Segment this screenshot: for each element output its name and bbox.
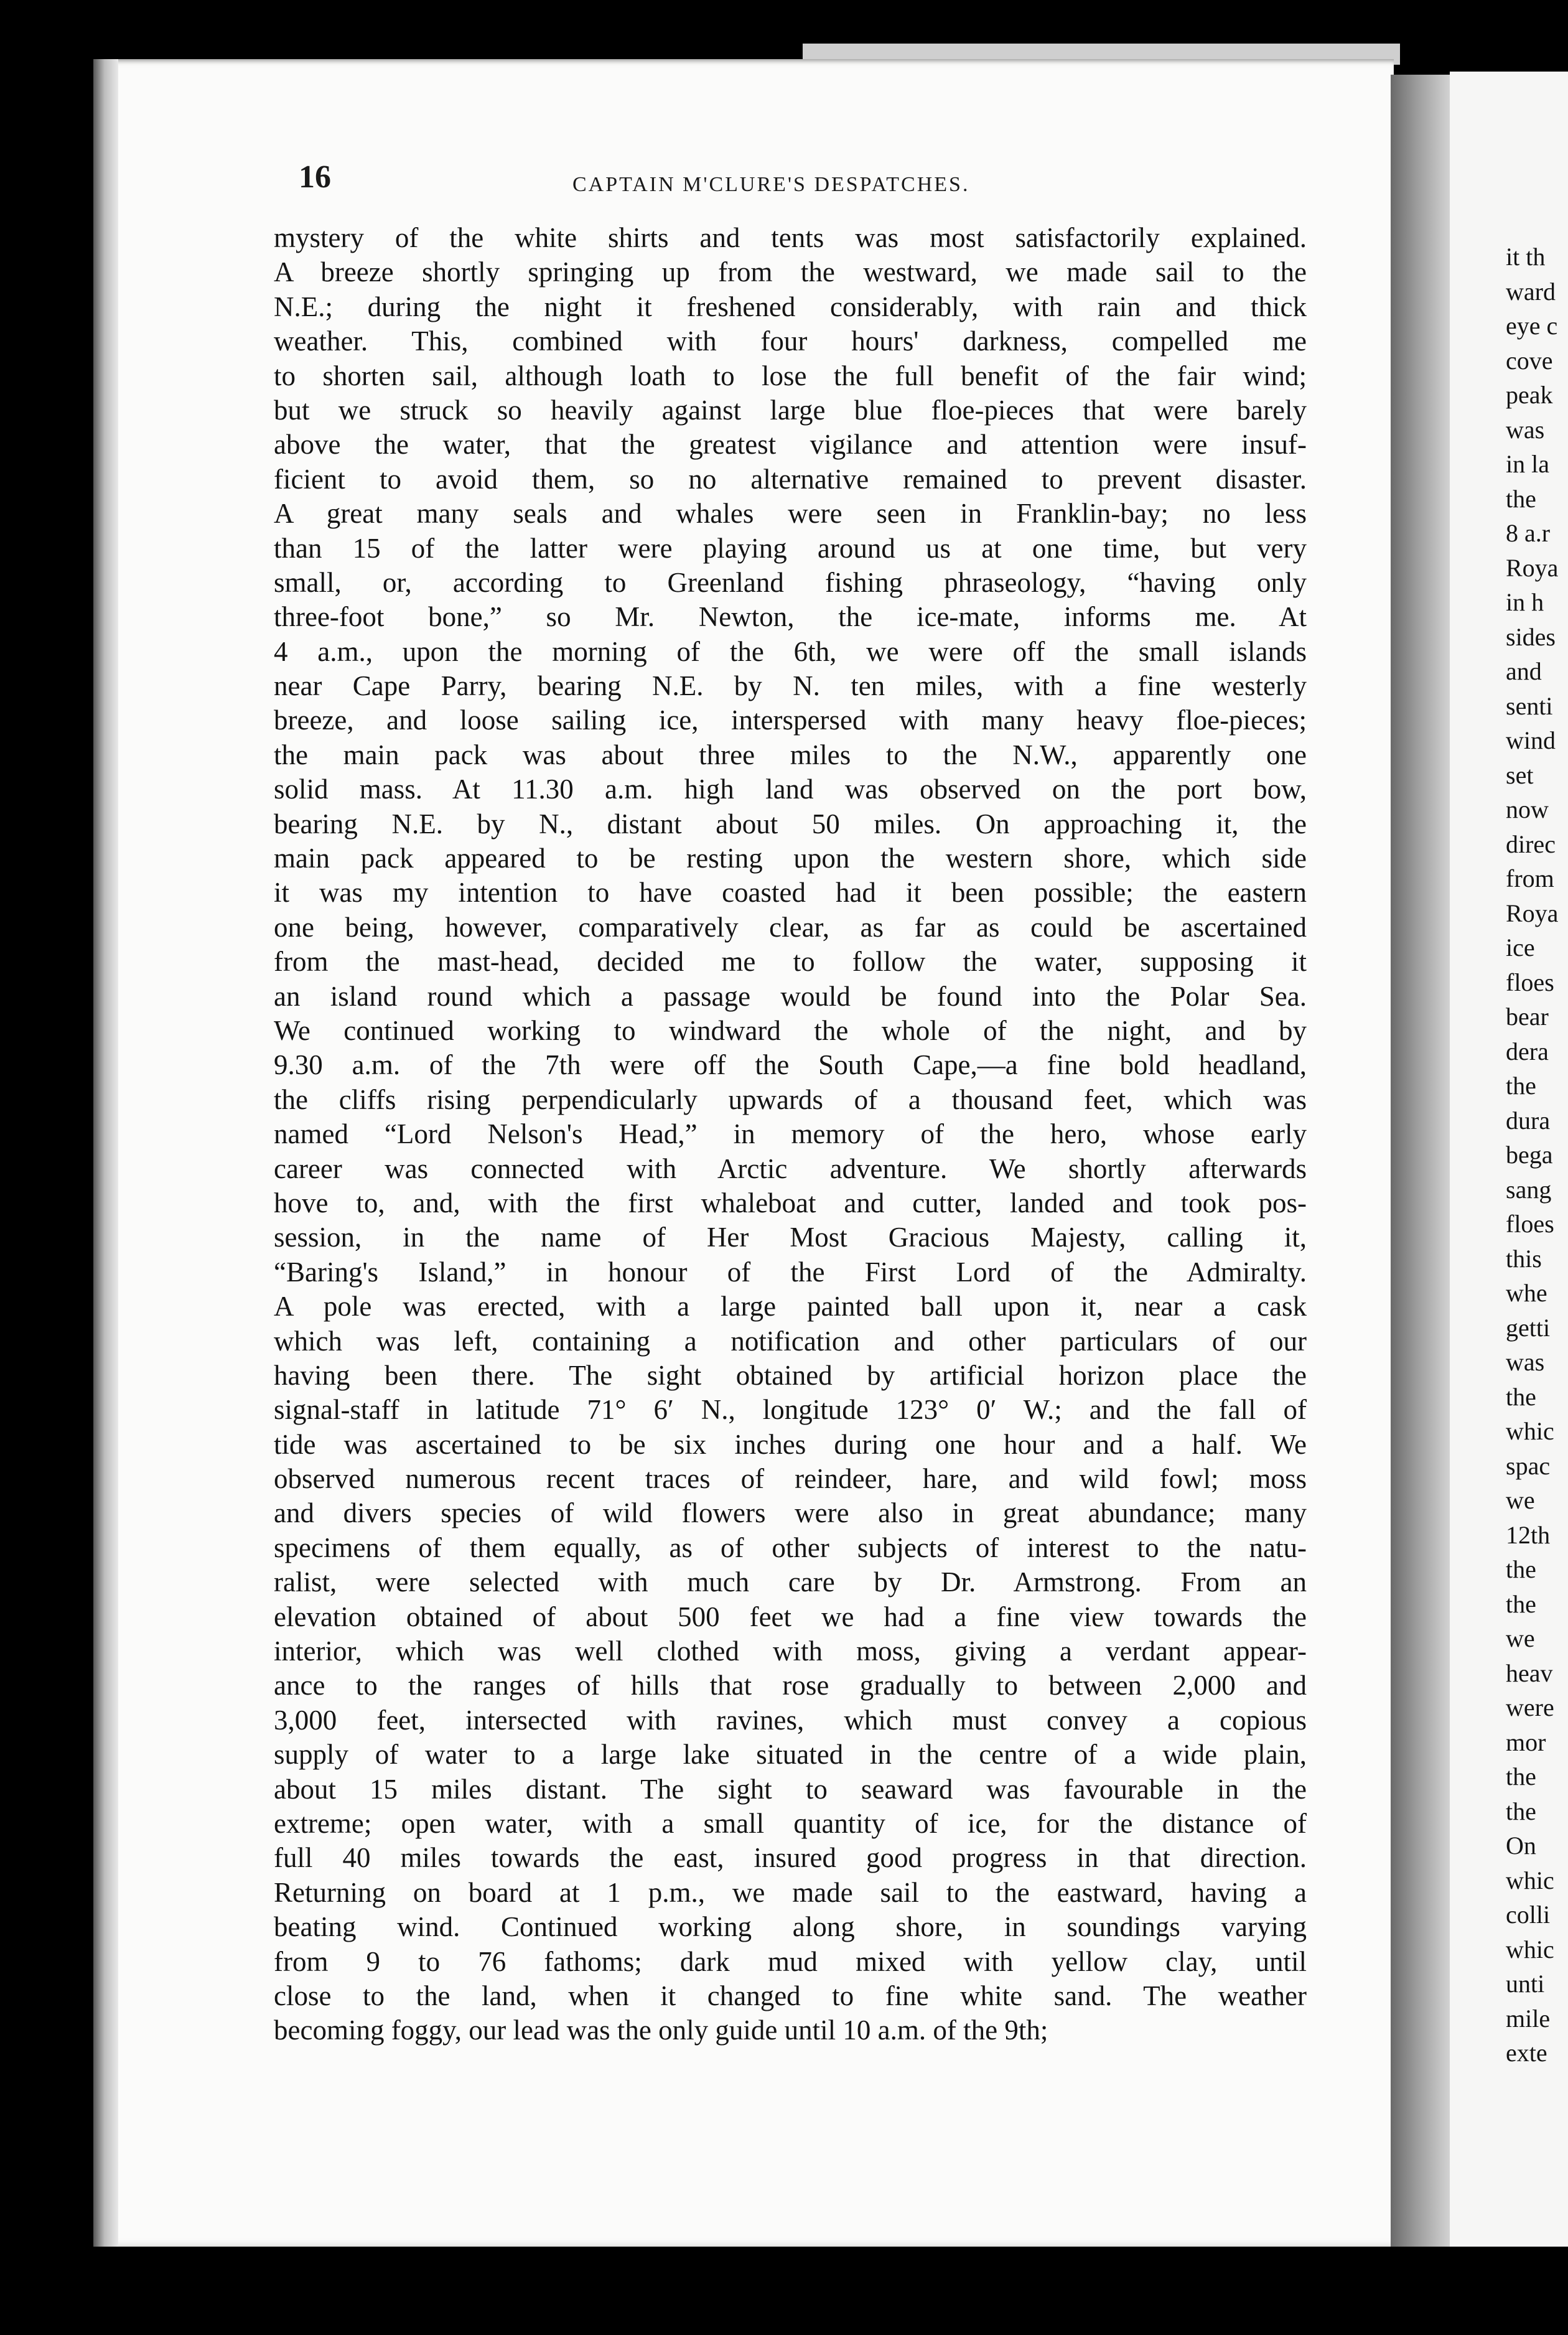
facing-page-line: whic [1506, 1417, 1554, 1445]
text-line: the cliffs rising perpendicularly upwards of a thousand feet, which was [274, 1083, 1307, 1115]
text-line: ralist, were selected with much care by Dr. Armstrong. From an [274, 1566, 1307, 1598]
text-line: becoming foggy, our lead was the only guide until 10 a.m. of the 9th; [274, 2014, 1048, 2046]
body-text [274, 221, 1307, 2048]
facing-page-line: floes [1506, 1210, 1554, 1238]
text-line: the main pack was about three miles to the N.W., apparently one [274, 739, 1307, 770]
facing-page-line: from [1506, 864, 1554, 892]
facing-page-line: mile [1506, 2004, 1551, 2033]
facing-page-line: it th [1506, 243, 1546, 271]
facing-page-line: this [1506, 1244, 1542, 1273]
text-line: having been there. The sight obtained by artificial horizon place the [274, 1359, 1307, 1391]
facing-page-line: unti [1506, 1970, 1545, 1998]
facing-page-line: the [1506, 1589, 1536, 1618]
facing-page-line: the [1506, 1382, 1536, 1411]
facing-page-line: wind [1506, 726, 1556, 754]
facing-page-line: dura [1506, 1106, 1551, 1135]
facing-page-line: peak [1506, 381, 1553, 409]
facing-page-line: floes [1506, 968, 1554, 996]
facing-page-line: we [1506, 1486, 1535, 1514]
text-line: A pole was erected, with a large painted ball upon it, near a cask [274, 1291, 1307, 1322]
facing-page-text [1506, 240, 1558, 2071]
text-line: named “Lord Nelson's Head,” in memory of the hero, whose early [274, 1118, 1307, 1150]
text-line: 9.30 a.m. of the 7th were off the South Cape,—a fine bold headland, [274, 1049, 1307, 1081]
text-line: about 15 miles distant. The sight to seaward was favourable in the [274, 1773, 1307, 1805]
text-line: from the mast-head, decided me to follow the water, supposing it [274, 946, 1307, 978]
facing-page-line: sang [1506, 1175, 1552, 1204]
facing-page-line: whic [1506, 1935, 1554, 1963]
text-line: mystery of the white shirts and tents was most satisfactorily explained. [274, 222, 1307, 253]
facing-page-line: 8 a.r [1506, 519, 1551, 547]
facing-page-line: Roya [1506, 899, 1559, 927]
facing-page-line: ward [1506, 277, 1556, 306]
text-line: signal-staff in latitude 71° 6′ N., longitude 123° 0′ W.; and the fall of [274, 1394, 1307, 1426]
facing-page-line: was [1506, 1348, 1545, 1376]
facing-page-line: we [1506, 1624, 1535, 1652]
facing-page-line: getti [1506, 1313, 1551, 1342]
text-line: small, or, according to Greenland fishing phraseology, “having only [274, 566, 1307, 598]
facing-page-line: exte [1506, 2039, 1547, 2067]
facing-page-line: the [1506, 1797, 1536, 1825]
text-line: close to the land, when it changed to fine white sand. The weather [274, 1980, 1307, 2011]
text-line: one being, however, comparatively clear, as far as could be ascertained [274, 911, 1307, 943]
text-line: A great many seals and whales were seen in Franklin-bay; no less [274, 498, 1307, 530]
facing-page-line: senti [1506, 691, 1553, 720]
text-line: extreme; open water, with a small quantity of ice, for the distance of [274, 1807, 1307, 1839]
facing-page-line: bega [1506, 1141, 1553, 1169]
facing-page-line: the [1506, 1762, 1536, 1790]
facing-page-line: dera [1506, 1037, 1549, 1065]
text-line: beating wind. Continued working along shore, in soundings varying [274, 1911, 1307, 1943]
text-line: session, in the name of Her Most Gracious Majesty, calling it, [274, 1222, 1307, 1253]
facing-page-line: in la [1506, 450, 1549, 478]
text-line: full 40 miles towards the east, insured good progress in that direction. [274, 1842, 1307, 1874]
facing-page-line: sides [1506, 622, 1556, 651]
text-line: solid mass. At 11.30 a.m. high land was observed on the port bow, [274, 774, 1307, 805]
facing-page-line: 12th [1506, 1520, 1551, 1549]
text-line: it was my intention to have coasted had it been possible; the eastern [274, 877, 1307, 909]
text-line: main pack appeared to be resting upon the western shore, which side [274, 843, 1307, 874]
text-line: which was left, containing a notification and other particulars of our [274, 1325, 1307, 1357]
text-line: “Baring's Island,” in honour of the First Lord of the Admiralty. [274, 1256, 1307, 1288]
text-line: but we struck so heavily against large blue floe-pieces that were barely [274, 394, 1307, 426]
text-line: near Cape Parry, bearing N.E. by N. ten miles, with a fine westerly [274, 670, 1307, 702]
facing-page-line: now [1506, 795, 1549, 823]
facing-page-line: the [1506, 1072, 1536, 1100]
text-line: elevation obtained of about 500 feet we had a fine view towards the [274, 1601, 1307, 1632]
facing-page-line: the [1506, 1555, 1536, 1583]
text-line: than 15 of the latter were playing around us at one time, but very [274, 532, 1307, 564]
text-line: to shorten sail, although loath to lose the full benefit of the fair wind; [274, 360, 1307, 391]
text-line: 3,000 feet, intersected with ravines, which must convey a copious [274, 1704, 1307, 1736]
text-line: hove to, and, with the first whaleboat and cutter, landed and took pos- [274, 1187, 1307, 1219]
facing-page-line: bear [1506, 1003, 1549, 1031]
text-line: an island round which a passage would be found into the Polar Sea. [274, 980, 1307, 1012]
text-line: N.E.; during the night it freshened considerably, with rain and thick [274, 291, 1307, 322]
text-line: observed numerous recent traces of reindeer, hare, and wild fowl; moss [274, 1463, 1307, 1495]
facing-page-line: the [1506, 484, 1536, 513]
facing-page-line: in h [1506, 588, 1544, 616]
facing-page-line: whe [1506, 1279, 1547, 1307]
page-edge-shadow [93, 59, 118, 2247]
facing-page-line: whic [1506, 1866, 1554, 1894]
text-line: A breeze shortly springing up from the westward, we made sail to the [274, 256, 1307, 288]
text-line: Returning on board at 1 p.m., we made sail to the eastward, having a [274, 1876, 1307, 1908]
text-line: supply of water to a large lake situated in the centre of a wide plain, [274, 1739, 1307, 1771]
facing-page-line: ice [1506, 934, 1535, 962]
page-number: 16 [299, 159, 331, 195]
text-line: tide was ascertained to be six inches during one hour and a half. We [274, 1428, 1307, 1460]
facing-page-line: was [1506, 415, 1545, 444]
text-line: interior, which was well clothed with moss, giving a verdant appear- [274, 1635, 1307, 1667]
facing-page-line: Roya [1506, 553, 1559, 582]
facing-page-line: were [1506, 1693, 1554, 1721]
facing-page-line: colli [1506, 1901, 1551, 1929]
text-line: We continued working to windward the whole of the night, and by [274, 1014, 1307, 1046]
text-line: and divers species of wild flowers were also in great abundance; many [274, 1497, 1307, 1529]
facing-page-line: mor [1506, 1728, 1546, 1756]
facing-page-line: On [1506, 1832, 1536, 1860]
text-line: from 9 to 76 fathoms; dark mud mixed with yellow clay, until [274, 1945, 1307, 1977]
book-gutter [1391, 75, 1453, 2247]
facing-page-line: and [1506, 657, 1542, 685]
facing-page-line: eye c [1506, 312, 1558, 340]
text-line: ficient to avoid them, so no alternative remained to prevent disaster. [274, 463, 1307, 495]
facing-page-line: direc [1506, 830, 1556, 858]
facing-page-line: cove [1506, 346, 1553, 375]
text-line: breeze, and loose sailing ice, interspersed with many heavy floe-pieces; [274, 704, 1307, 736]
text-line: ance to the ranges of hills that rose gradually to between 2,000 and [274, 1670, 1307, 1701]
facing-page-line: set [1506, 760, 1534, 789]
text-line: career was connected with Arctic adventure. We shortly afterwards [274, 1153, 1307, 1184]
running-head: CAPTAIN M'CLURE'S DESPATCHES. [572, 173, 970, 196]
facing-page-line: spac [1506, 1451, 1551, 1480]
text-line: specimens of them equally, as of other subjects of interest to the natu- [274, 1532, 1307, 1563]
text-line: 4 a.m., upon the morning of the 6th, we were off the small islands [274, 635, 1307, 667]
text-line: three-foot bone,” so Mr. Newton, the ice-mate, informs me. At [274, 601, 1307, 633]
facing-page-line: heav [1506, 1659, 1553, 1687]
text-line: weather. This, combined with four hours' darkness, compelled me [274, 325, 1307, 357]
text-line: bearing N.E. by N., distant about 50 miles. On approaching it, the [274, 808, 1307, 840]
text-line: above the water, that the greatest vigilance and attention were insuf- [274, 429, 1307, 461]
